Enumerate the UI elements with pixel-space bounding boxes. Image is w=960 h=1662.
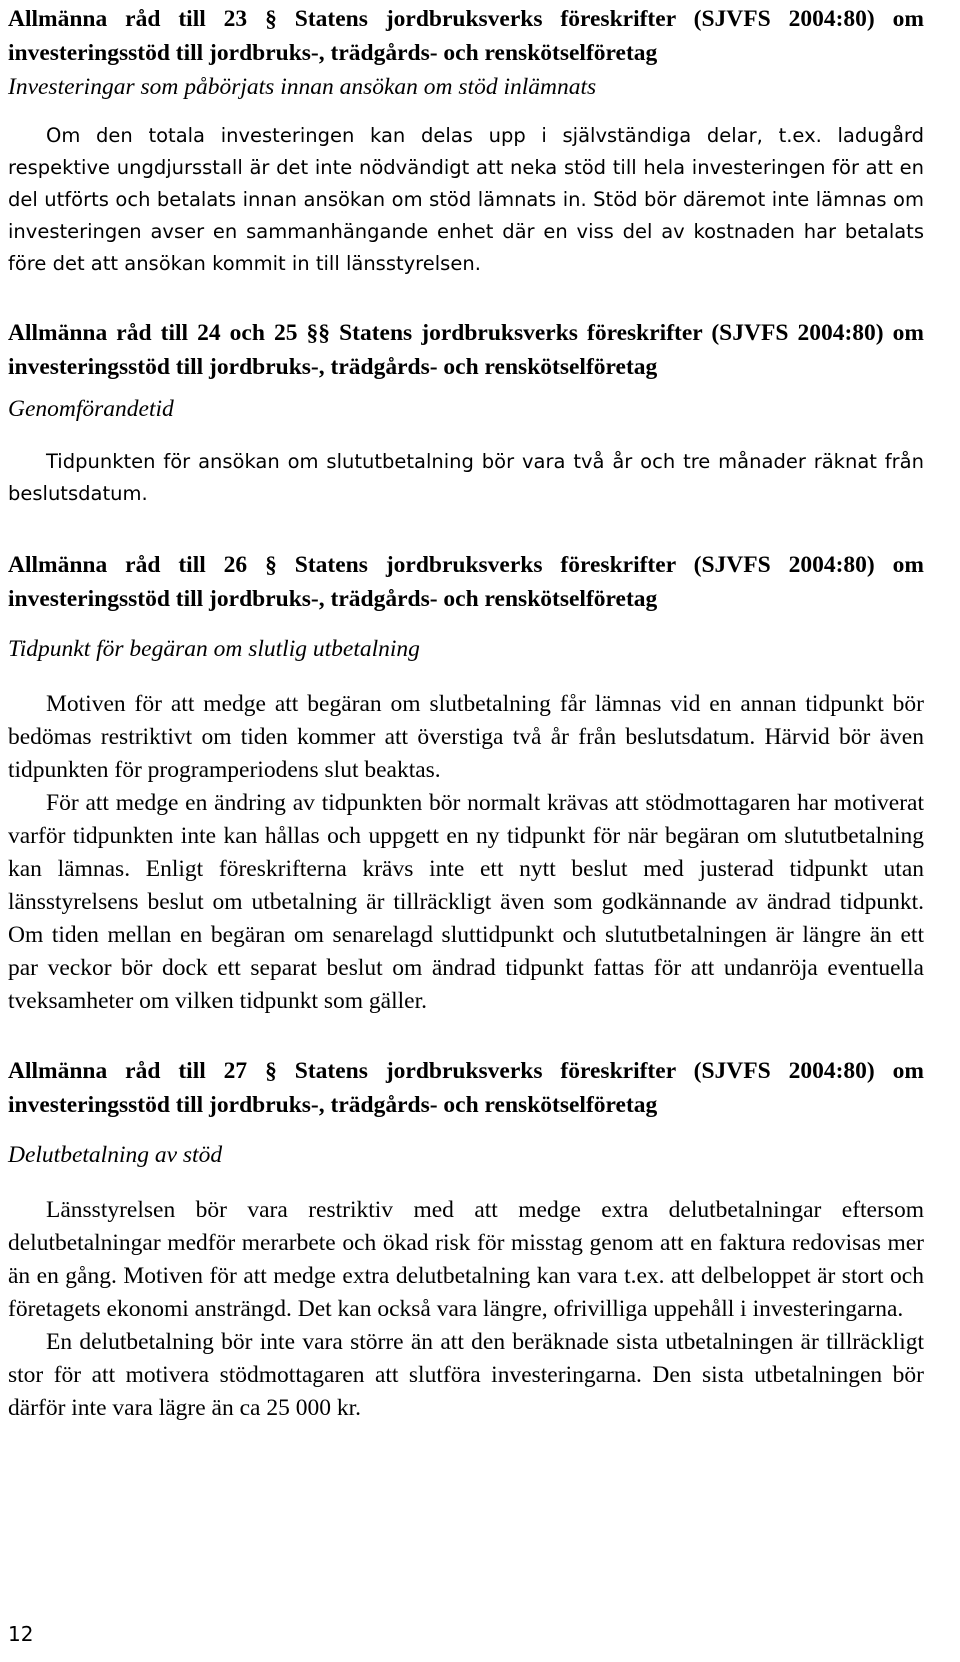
document-page (8, 0, 924, 1425)
section-23 (8, 2, 924, 280)
section-24-25 (8, 316, 924, 510)
section-heading: Allmänna råd till 27 § Statens jordbruksverks föreskrifter (SJVFS 2004:80) om investeringsstöd till jordbruks-, trädgårds- och renskötselföretag (8, 1058, 924, 1118)
section-paragraph: Motiven för att medge att begäran om slutbetalning får lämnas vid en annan tidpunkt bör bedömas restriktivt om tiden kommer att överstiga två år från beslutsdatum. Härvid bör även tidpunkten för programperiodens slut beaktas. (8, 691, 924, 783)
section-subheading: Tidpunkt för begäran om slutlig utbetalning (8, 636, 420, 662)
section-paragraph: Om den totala investeringen kan delas upp i självständiga delar, t.ex. ladugård respektive ungdjursstall är det inte nödvändigt att neka stöd till hela investeringen för att en del utförts och betalats innan ansökan om stöd lämnats in. Stöd bör däremot inte lämnas om investeringen avser en sammanhängande enhet där en viss del av kostnaden har betalats före det att ansökan kommit in till länsstyrelsen. (8, 124, 924, 275)
section-heading: Allmänna råd till 26 § Statens jordbruksverks föreskrifter (SJVFS 2004:80) om investeringsstöd till jordbruks-, trädgårds- och renskötselföretag (8, 552, 924, 612)
section-paragraph: En delutbetalning bör inte vara större än att den beräknade sista utbetalningen är tillräckligt stor för att motivera stödmottagaren att slutföra investeringarna. Den sista utbetalningen bör därför inte vara lägre än ca 25 000 kr. (8, 1329, 924, 1421)
page-number: 12 (8, 1622, 34, 1646)
section-subheading: Genomförandetid (8, 396, 174, 422)
section-subheading: Delutbetalning av stöd (8, 1142, 223, 1168)
section-paragraph: Länsstyrelsen bör vara restriktiv med att medge extra delutbetalningar eftersom delutbetalningar medför merarbete och ökad risk för misstag genom att en faktura redovisas mer än en gång. Motiven för att medge extra delutbetalning kan vara t.ex. att delbeloppet är stort och företagets ekonomi ansträngd. Det kan också vara längre, ofrivilliga uppehåll i investeringarna. (8, 1197, 924, 1322)
section-paragraph: Tidpunkten för ansökan om slututbetalning bör vara två år och tre månader räknat från beslutsdatum. (8, 450, 924, 505)
section-heading: Allmänna råd till 24 och 25 §§ Statens jordbruksverks föreskrifter (SJVFS 2004:80) om investeringsstöd till jordbruks-, trädgårds- och renskötselföretag (8, 320, 924, 380)
section-27 (8, 1054, 924, 1425)
section-subheading: Investeringar som påbörjats innan ansökan om stöd inlämnats (8, 74, 597, 100)
section-26 (8, 548, 924, 1018)
section-heading: Allmänna råd till 23 § Statens jordbruksverks föreskrifter (SJVFS 2004:80) om investeringsstöd till jordbruks-, trädgårds- och renskötselföretag (8, 6, 924, 66)
section-paragraph: För att medge en ändring av tidpunkten bör normalt krävas att stödmottagaren har motiverat varför tidpunkten inte kan hållas och uppgett en ny tidpunkt för när begäran om slututbetalning kan lämnas. Enligt föreskrifterna krävs inte ett nytt beslut med justerad tidpunkt utan länsstyrelsens beslut om utbetalning är tillräckligt även som godkännande av ändrad tidpunkt. Om tiden mellan en begäran om senarelagd sluttidpunkt och slututbetalningen är längre än ett par veckor bör dock ett separat beslut om ändrad tidpunkt fattas för att undanröja eventuella tveksamheter om vilken tidpunkt som gäller. (8, 790, 924, 1014)
